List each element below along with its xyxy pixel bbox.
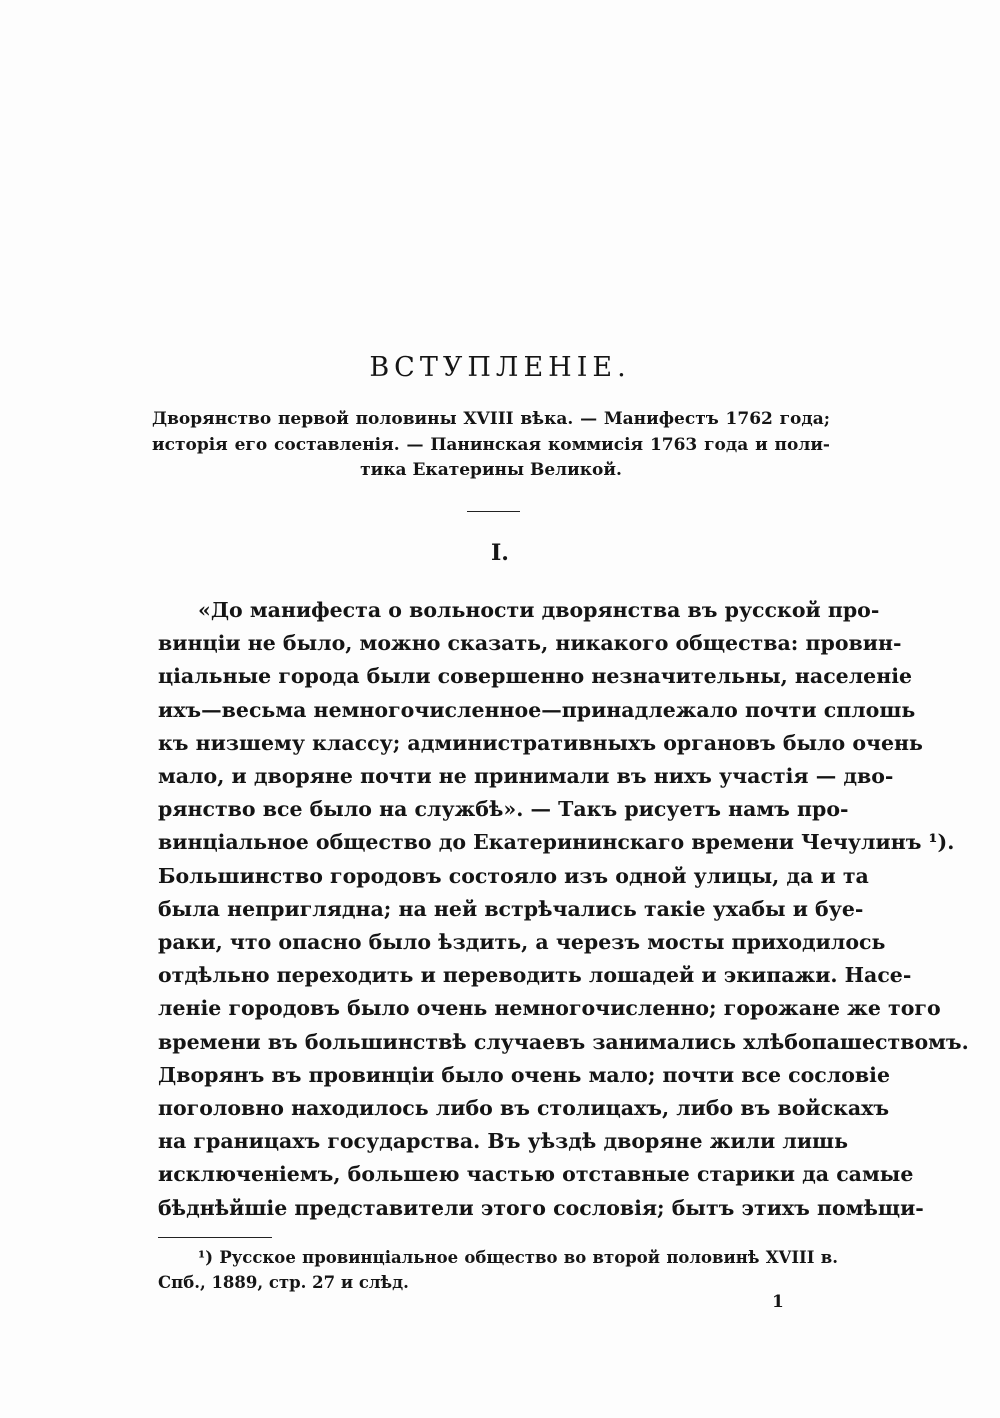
summary-line: тика Екатерины Великой. — [360, 460, 622, 480]
text-line: отдѣльно переходить и переводить лошадей и экипажи. Насе- — [158, 963, 912, 988]
text-line: на границахъ государства. Въ уѣздѣ дворяне жили лишь — [158, 1129, 849, 1154]
chapter-summary — [152, 407, 830, 484]
text-line: винціальное общество до Екатерининскаго времени Чечулинъ ¹). — [158, 830, 955, 855]
text-line: къ низшему классу; административныхъ органовъ было очень — [158, 730, 923, 755]
text-line: рянство все было на службѣ». — Такъ рисуетъ намъ про- — [158, 797, 849, 822]
body-text — [158, 594, 969, 1225]
text-line: времени въ большинствѣ случаевъ занимались хлѣбопашествомъ. — [158, 1029, 969, 1054]
text-line: мало, и дворяне почти не принимали въ нихъ участія — дво- — [158, 764, 894, 789]
text-line: исключеніемъ, большею частью отставные старики да самые — [158, 1162, 914, 1187]
footnote-line: ¹) Русское провинціальное общество во второй половинѣ XVIII в. — [198, 1248, 838, 1267]
footnote-line: Спб., 1889, стр. 27 и слѣд. — [158, 1273, 409, 1292]
page-number: 1 — [772, 1292, 784, 1312]
section-number: I. — [491, 540, 509, 566]
text-line: Дворянъ въ провинціи было очень мало; почти все сословіе — [158, 1062, 890, 1087]
chapter-title: ВСТУПЛЕНІЕ. — [369, 352, 631, 383]
text-line: леніе городовъ было очень немногочисленно; горожане же того — [158, 996, 941, 1021]
separator-rule — [467, 511, 520, 512]
footnote — [158, 1245, 838, 1295]
footnote-rule — [158, 1237, 272, 1238]
summary-line: исторія его составленія. — Панинская коммисія 1763 года и поли- — [152, 434, 830, 455]
text-line: «До манифеста о вольности дворянства въ русской про- — [198, 598, 880, 622]
text-line: была неприглядна; на ней встрѣчались такіе ухабы и буе- — [158, 896, 864, 921]
text-line: ихъ—весьма немногочисленное—принадлежало почти сплошь — [158, 697, 916, 722]
summary-line: Дворянство первой половины XVIII вѣка. — Манифестъ 1762 года; — [152, 409, 830, 429]
text-line: бѣднѣйшіе представители этого сословія; бытъ этихъ помѣщи- — [158, 1195, 924, 1220]
text-line: ціальные города были совершенно незначительны, населеніе — [158, 664, 913, 689]
text-line: Большинство городовъ состояло изъ одной улицы, да и та — [158, 863, 869, 888]
text-line: раки, что опасно было ѣздить, а черезъ мосты приходилось — [158, 930, 886, 955]
text-line: винціи не было, можно сказать, никакого общества: провин- — [158, 631, 902, 656]
text-line: поголовно находилось либо въ столицахъ, либо въ войскахъ — [158, 1096, 890, 1121]
